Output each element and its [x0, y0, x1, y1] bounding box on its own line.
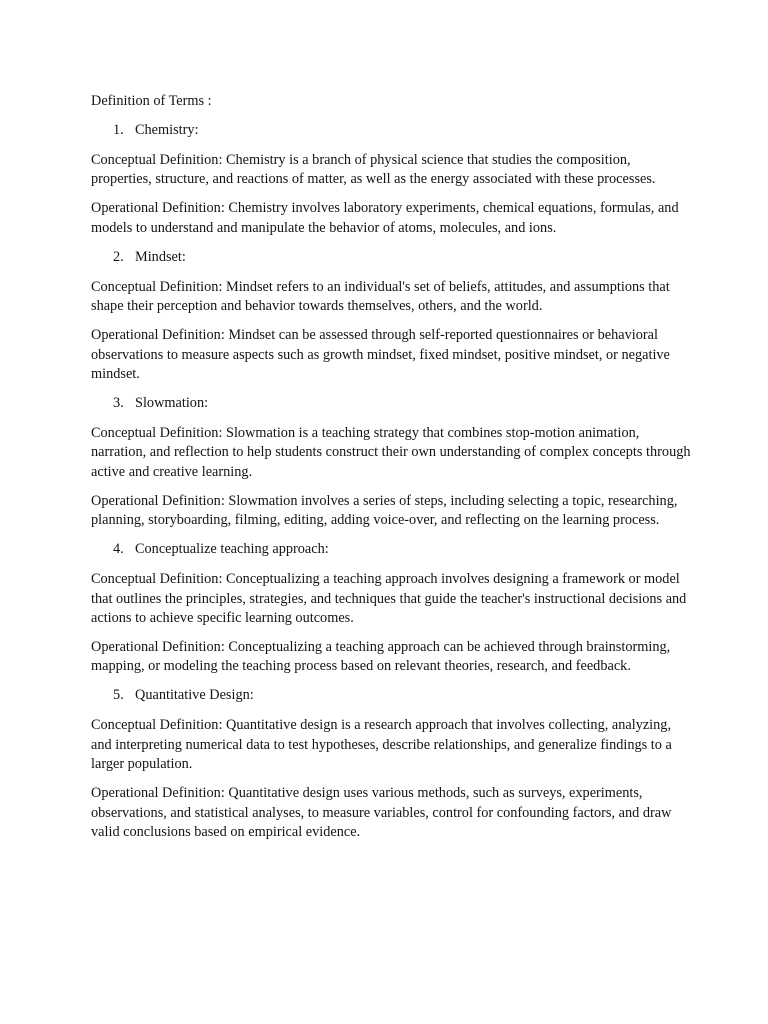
conceptual-definition: Conceptual Definition: Slowmation is a teaching strategy that combines stop-motion animation, narration, and reflection to help students construct their own understanding of complex concepts through active and creative learning.	[91, 424, 691, 480]
conceptual-definition: Conceptual Definition: Chemistry is a branch of physical science that studies the composition, properties, structure, and reactions of matter, as well as the energy associated with these processes.	[91, 151, 656, 188]
term-label: Chemistry:	[135, 122, 199, 138]
term-label: Mindset:	[135, 248, 186, 265]
document-title: Definition of Terms :	[91, 93, 212, 109]
term-label: Slowmation:	[135, 395, 209, 411]
term-heading-teaching-approach	[91, 540, 691, 559]
operational-definition: Operational Definition: Quantitative design uses various methods, such as surveys, experiments, observations, and statistical analyses, to measure variables, control for confounding factors, and draw valid conclusions based on empirical evidence.	[91, 785, 672, 841]
list-number: 1.	[113, 122, 124, 138]
definitions-list	[91, 121, 691, 842]
operational-definition: Operational Definition: Conceptualizing a teaching approach can be achieved through brainstorming, mapping, or modeling the teaching process based on relevant theories, research, and feedback.	[91, 639, 671, 675]
term-heading-quantitative-design	[91, 686, 691, 705]
operational-definition: Operational Definition: Chemistry involves laboratory experiments, chemical equations, formulas, and models to understand and manipulate the behavior of atoms, molecules, and ions.	[91, 200, 679, 236]
conceptual-definition: Conceptual Definition: Conceptualizing a teaching approach involves designing a framework or model that outlines the principles, strategies, and techniques that guide the teacher's instructional decisions and actions to achieve specific learning outcomes.	[91, 571, 687, 626]
operational-definition: Operational Definition: Mindset can be assessed through self-reported questionnaires or behavioral observations to measure aspects such as growth mindset, fixed mindset, positive mindset, or negative mindset.	[91, 327, 670, 382]
conceptual-definition: Conceptual Definition: Mindset refers to an individual's set of beliefs, attitudes, and assumptions that shape their perception and behavior towards themselves, others, and the world.	[91, 278, 670, 315]
term-label: Conceptualize teaching approach:	[135, 541, 329, 558]
list-number: 3.	[113, 395, 124, 411]
term-heading-mindset	[91, 248, 691, 267]
list-number: 5.	[113, 687, 124, 704]
term-heading-chemistry	[91, 121, 691, 140]
term-heading-slowmation	[91, 394, 691, 413]
operational-definition: Operational Definition: Slowmation involves a series of steps, including selecting a topic, researching, planning, storyboarding, filming, editing, adding voice-over, and reflecting on the learning process.	[91, 492, 678, 529]
term-label: Quantitative Design:	[135, 687, 254, 704]
list-number: 4.	[113, 541, 124, 558]
conceptual-definition: Conceptual Definition: Quantitative design is a research approach that involves collecting, analyzing, and interpreting numerical data to test hypotheses, describe relationships, and generalize findings to a larger population.	[91, 717, 672, 773]
list-number: 2.	[113, 248, 124, 265]
